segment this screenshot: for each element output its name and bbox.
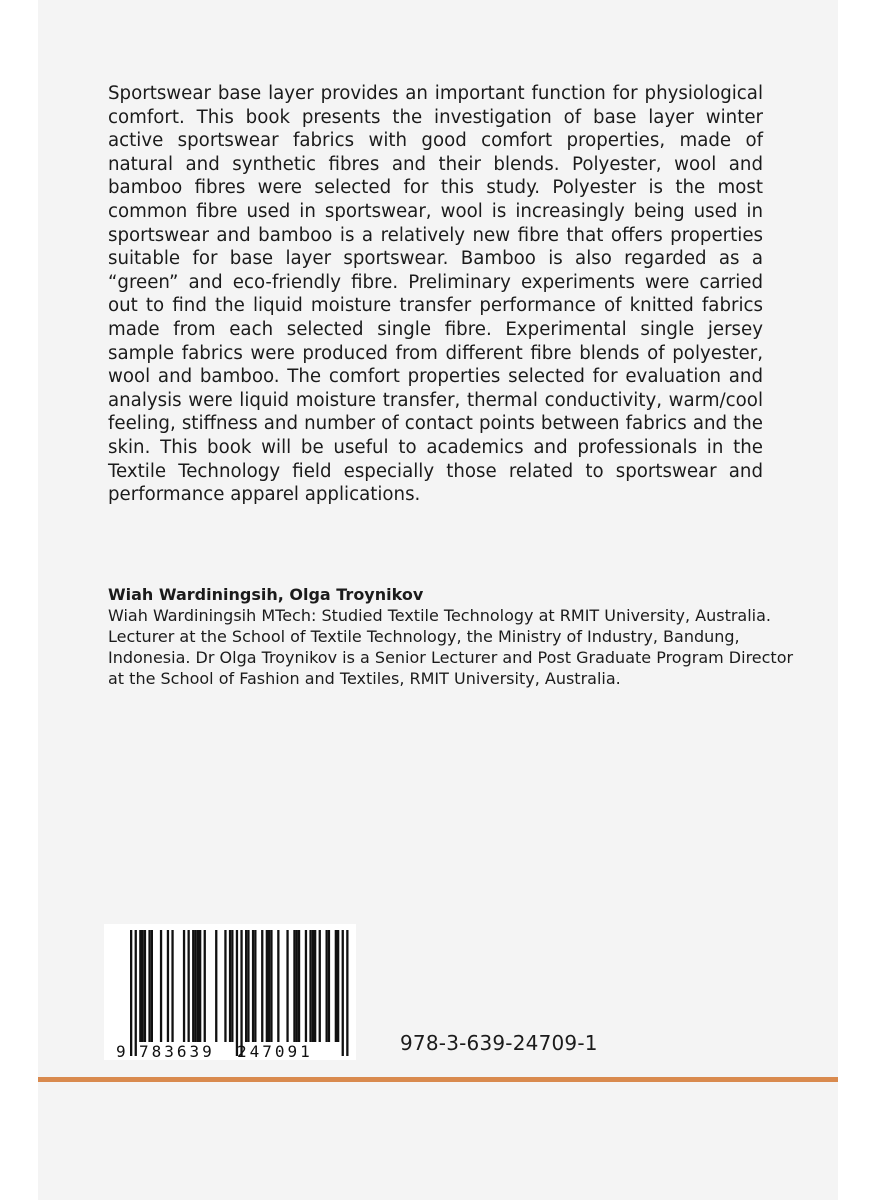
barcode-lead-digit: 9 xyxy=(116,1042,126,1060)
barcode-bar xyxy=(231,930,233,1042)
barcode-bar xyxy=(215,930,217,1042)
barcode-bar xyxy=(240,930,242,1056)
barcode-bar xyxy=(314,930,316,1042)
barcode-bar xyxy=(337,930,339,1042)
barcode-bar xyxy=(194,930,196,1042)
barcode-bar xyxy=(335,930,337,1042)
isbn-number: 978-3-639-24709-1 xyxy=(400,1031,598,1055)
barcode-bar xyxy=(293,930,295,1042)
bottom-rule xyxy=(38,1077,838,1082)
barcode-bar xyxy=(142,930,144,1042)
author-section xyxy=(108,584,798,689)
barcode-bar xyxy=(167,930,169,1042)
barcode-bar xyxy=(197,930,199,1042)
barcode-bar xyxy=(224,930,226,1042)
barcode-bar xyxy=(254,930,256,1042)
barcode-bar xyxy=(261,930,263,1042)
barcode-bar xyxy=(130,930,132,1056)
barcode-bar xyxy=(144,930,146,1042)
barcode-bar xyxy=(296,930,298,1042)
author-names: Wiah Wardiningsih, Olga Troynikov xyxy=(108,585,424,604)
barcode-bar xyxy=(270,930,272,1042)
barcode-bar xyxy=(319,930,321,1042)
barcode-bar xyxy=(160,930,162,1042)
barcode-bar xyxy=(305,930,307,1042)
barcode-graphic xyxy=(104,924,356,1060)
barcode-bar xyxy=(266,930,268,1042)
barcode-bar xyxy=(204,930,206,1042)
barcode-bar xyxy=(148,930,150,1042)
barcode-bar xyxy=(328,930,330,1042)
barcode-bar xyxy=(286,930,288,1042)
barcode-bar xyxy=(245,930,247,1042)
barcode-bar xyxy=(252,930,254,1042)
barcode-bar xyxy=(309,930,311,1042)
barcode-bar xyxy=(236,930,238,1056)
barcode-bar xyxy=(192,930,194,1042)
barcode-bar xyxy=(298,930,300,1042)
author-bio: Wiah Wardiningsih MTech: Studied Textile Technology at RMIT University, Australia. Lecturer at the School of Textile Technology, the Ministry of Industry, Bandung, Indonesia. Dr Olga Troynikov is a Senior Lecturer and Post Graduate Program Director at the School of Fashion and Textiles, RMIT University, Australia. xyxy=(108,606,794,688)
barcode-left-digits: 783639 xyxy=(139,1042,215,1060)
book-description: Sportswear base layer provides an important function for physiological comfort. This book presents the investigation of base layer winter active sportswear fabrics with good comfort properties, made of natural and synthetic fibres and their blends. Polyester, wool and bamboo fibres were selected for this study. Polyester is the most common fibre used in sportswear, wool is increasingly being used in sportswear and bamboo is a relatively new fibre that offers properties suitable for base layer sportswear. Bamboo is also regarded as a “green” and eco-friendly fibre. Preliminary experiments were carried out to find the liquid moisture transfer performance of knitted fabrics made from each selected single fibre. Experimental single jersey sample fabrics were produced from different fibre blends of polyester, wool and bamboo. The comfort properties selected for evaluation and analysis were liquid moisture transfer, thermal conductivity, warm/cool feeling, stiffness and number of contact points between fabrics and the skin. This book will be useful to academics and professionals in the Textile Technology field especially those related to sportswear and performance apparel applications. xyxy=(108,83,763,506)
barcode-bar xyxy=(312,930,314,1042)
barcode-bar xyxy=(199,930,201,1042)
barcode-right-digits: 247091 xyxy=(237,1042,313,1060)
barcode-bar xyxy=(247,930,249,1042)
barcode-bar xyxy=(326,930,328,1042)
barcode-bar xyxy=(342,930,344,1056)
barcode-bar xyxy=(268,930,270,1042)
barcode-bar xyxy=(346,930,348,1056)
barcode-bar xyxy=(139,930,141,1042)
barcode-bar xyxy=(151,930,153,1042)
barcode-bar xyxy=(188,930,190,1042)
barcode-bar xyxy=(135,930,137,1056)
barcode-bar xyxy=(183,930,185,1042)
barcode-bar xyxy=(229,930,231,1042)
isbn-barcode xyxy=(104,924,356,1060)
barcode-bar xyxy=(171,930,173,1042)
barcode-bar xyxy=(277,930,279,1042)
